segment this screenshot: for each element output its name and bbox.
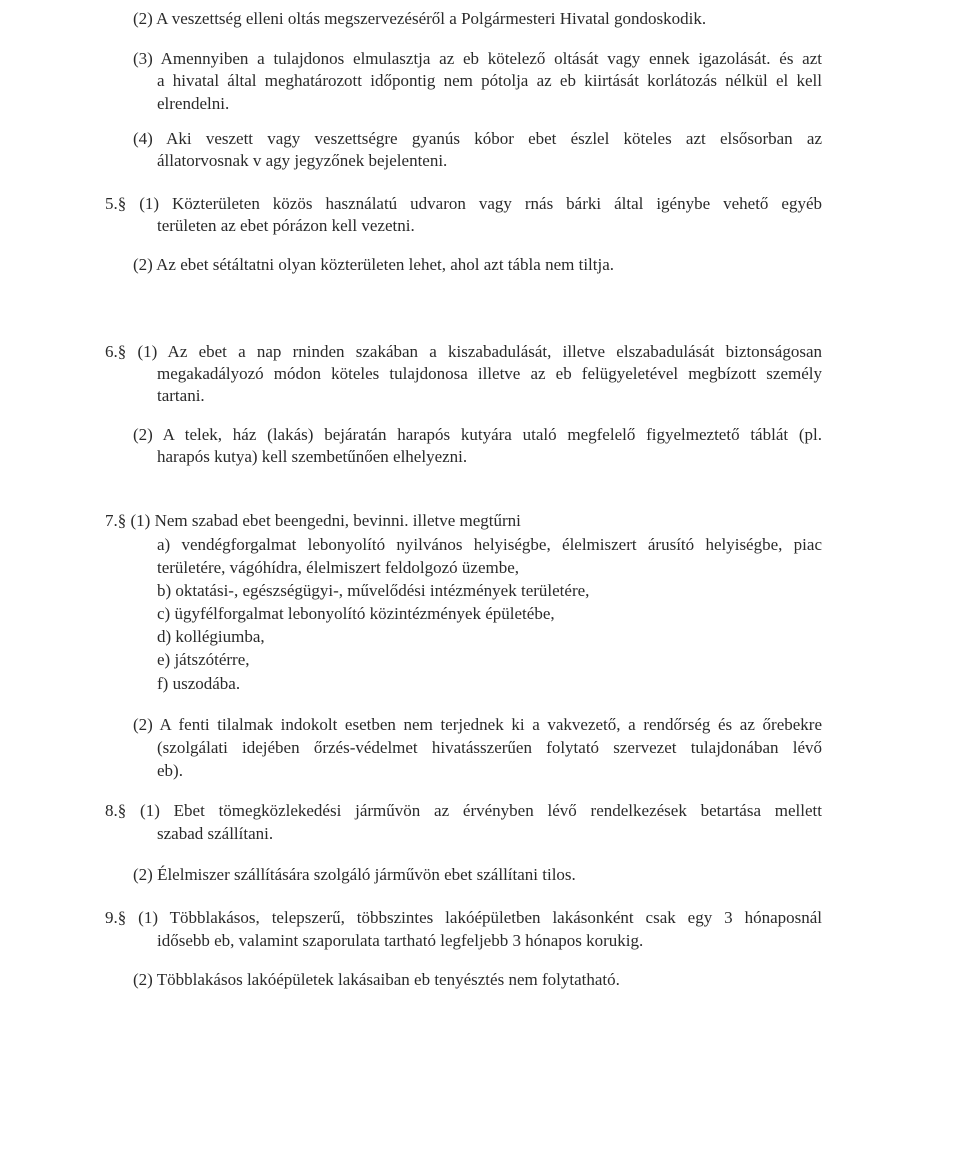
text-line: e) játszótérre, [157, 650, 250, 669]
text-line: 8.§ (1) Ebet tömegközlekedési járművön az érvényben lévő rendelkezések betartása mellett [105, 801, 822, 820]
text-line: c) ügyfélforgalmat lebonyolító közintézmények épületébe, [157, 604, 555, 623]
text-line: 5.§ (1) Közterületen közös használatú udvaron vagy rnás bárki által igénybe vehető egyéb [105, 194, 822, 213]
text-line: d) kollégiumba, [157, 627, 265, 646]
text-line: 7.§ (1) Nem szabad ebet beengedni, bevinni. illetve megtűrni [105, 511, 521, 530]
text-line: (2) A veszettség elleni oltás megszervezéséről a Polgármesteri Hivatal gondoskodik. [133, 9, 707, 28]
text-line: 9.§ (1) Többlakásos, telepszerű, többszintes lakóépületben lakásonként csak egy 3 hónaposnál [105, 908, 822, 927]
text-line: 6.§ (1) Az ebet a nap rninden szakában a kiszabadulását, illetve elszabadulását biztonságosan [105, 342, 822, 361]
text-line: (szolgálati idejében őrzés-védelmet hivatásszerűen folytató szervezet tulajdonában lévő [157, 738, 822, 757]
text-line: f) uszodába. [157, 674, 241, 693]
text-line: (2) Többlakásos lakóépületek lakásaiban eb tenyésztés nem folytatható. [133, 970, 620, 989]
text-line: eb). [157, 761, 183, 780]
text-line: tartani. [157, 386, 205, 405]
text-line: idősebb eb, valamint szaporulata tartható legfeljebb 3 hónapos korukig. [157, 931, 644, 950]
text-line: (2) A fenti tilalmak indokolt esetben nem terjednek ki a vakvezető, a rendőrség és az őrebekre [133, 715, 822, 734]
text-line: (3) Amennyiben a tulajdonos elmulasztja az eb kötelező oltását vagy ennek igazolását. és azt [133, 49, 822, 68]
text-line: harapós kutya) kell szembetűnően elhelyezni. [157, 447, 468, 466]
text-line: megakadályozó módon köteles tulajdonosa illetve az eb felügyeletével megbízott személy [157, 364, 822, 383]
text-line: területen az ebet pórázon kell vezetni. [157, 216, 415, 235]
text-line: (2) A telek, ház (lakás) bejáratán harapós kutyára utaló megfelelő figyelmeztető táblát (pl. [133, 425, 822, 444]
text-line: a) vendégforgalmat lebonyolító nyilvános helyiségbe, élelmiszert árusító helyiségbe, piac [157, 535, 822, 554]
text-line: (2) Élelmiszer szállítására szolgáló járművön ebet szállítani tilos. [133, 865, 576, 884]
text-line: (2) Az ebet sétáltatni olyan közterületen lehet, ahol azt tábla nem tiltja. [133, 255, 615, 274]
text-line: (4) Aki veszett vagy veszettségre gyanús kóbor ebet észlel köteles azt elsősorban az [133, 129, 822, 148]
text-line: területére, vágóhídra, élelmiszert feldolgozó üzembe, [157, 558, 520, 577]
text-line: elrendelni. [157, 94, 230, 113]
text-line: a hivatal által meghatározott időpontig nem pótolja az eb kiirtását korlátozás nélkül el kell [157, 71, 822, 90]
text-line: b) oktatási-, egészségügyi-, művelődési intézmények területére, [157, 581, 590, 600]
text-line: szabad szállítani. [157, 824, 274, 843]
text-line: állatorvosnak v agy jegyzőnek bejelenteni. [157, 151, 448, 170]
